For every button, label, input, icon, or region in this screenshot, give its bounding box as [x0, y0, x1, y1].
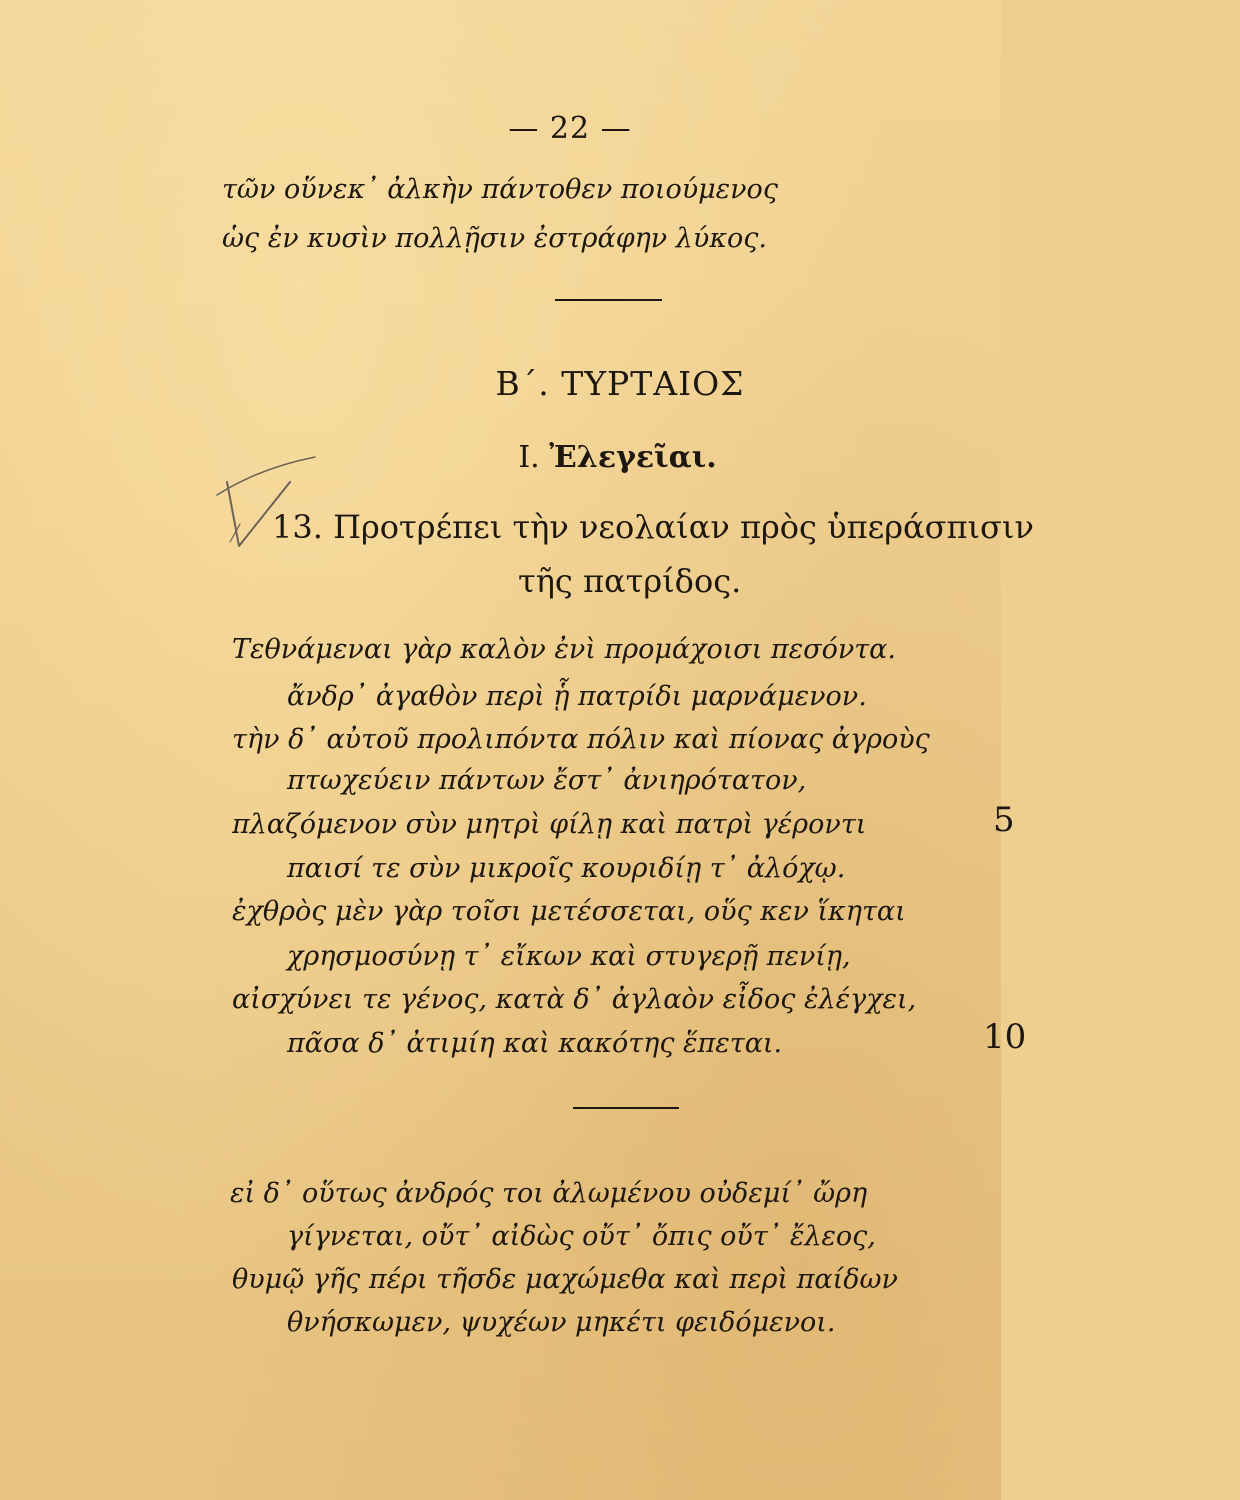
poem-line-2: ἄνδρ᾽ ἀγαθὸν περὶ ᾗ πατρίδι μαρνάμενον. — [287, 681, 867, 712]
poem-line-9: αἰσχύνει τε γένος, κατὰ δ᾽ ἀγλαὸν εἶδος ἐλέγχει, — [232, 984, 917, 1015]
poem-line-14: θνήσκωμεν, ψυχέων μηκέτι φειδόμενοι. — [287, 1307, 836, 1338]
poem-line-4: πτωχεύειν πάντων ἔστ᾽ ἀνιηρότατον, — [287, 765, 807, 796]
poem-line-6: παισί τε σὺν μικροῖς κουριδίῃ τ᾽ ἀλόχῳ. — [287, 853, 846, 884]
page-number: — 22 — — [508, 111, 632, 146]
poem-line-13: θυμῷ γῆς πέρι τῆσδε μαχώμεθα καὶ περὶ παίδων — [232, 1264, 898, 1295]
poem-line-11: εἰ δ᾽ οὕτως ἀνδρός τοι ἀλωμένου οὐδεμί᾽ ὤρη — [230, 1178, 868, 1209]
section-heading: Β΄. ΤΥΡΤΑΙΟΣ — [495, 364, 745, 403]
margin-line-number-10: 10 — [983, 1017, 1027, 1057]
poem-line-1: Τεθνάμεναι γὰρ καλὸν ἐνὶ προμάχοισι πεσόντα. — [232, 634, 896, 665]
separator-rule-bottom — [573, 1107, 679, 1109]
poem-line-12: γίγνεται, οὔτ᾽ αἰδὼς οὔτ᾽ ὄπις οὔτ᾽ ἔλεος, — [287, 1221, 876, 1252]
subsection-title: Ἐλεγεῖαι. — [549, 440, 717, 475]
poem-line-5: πλαζόμενον σὺν μητρὶ φίλῃ καὶ πατρὶ γέροντι — [232, 809, 867, 840]
poem-line-8: χρησμοσύνῃ τ᾽ εἴκων καὶ στυγερῇ πενίῃ, — [287, 941, 851, 972]
poem-line-7: ἐχθρὸς μὲν γὰρ τοῖσι μετέσσεται, οὕς κεν ἵκηται — [232, 896, 906, 927]
opening-line-2: ὡς ἐν κυσὶν πολλῇσιν ἐστράφην λύκος. — [222, 223, 767, 254]
separator-rule-top — [555, 299, 662, 301]
subsection-number: Ι. — [518, 440, 540, 475]
margin-line-number-5: 5 — [993, 800, 1015, 840]
poem-line-10: πᾶσα δ᾽ ἀτιμίη καὶ κακότης ἕπεται. — [287, 1028, 783, 1059]
opening-line-1: τῶν οὕνεκ᾽ ἀλκὴν πάντοθεν ποιούμενος — [222, 174, 778, 205]
poem-title-line-1: 13. Προτρέπει τὴν νεολαίαν πρὸς ὑπεράσπισιν — [272, 508, 1034, 546]
poem-line-3: τὴν δ᾽ αὐτοῦ προλιπόντα πόλιν καὶ πίονας ἀγροὺς — [232, 724, 930, 755]
poem-title-line-2: τῆς πατρίδος. — [518, 562, 742, 600]
